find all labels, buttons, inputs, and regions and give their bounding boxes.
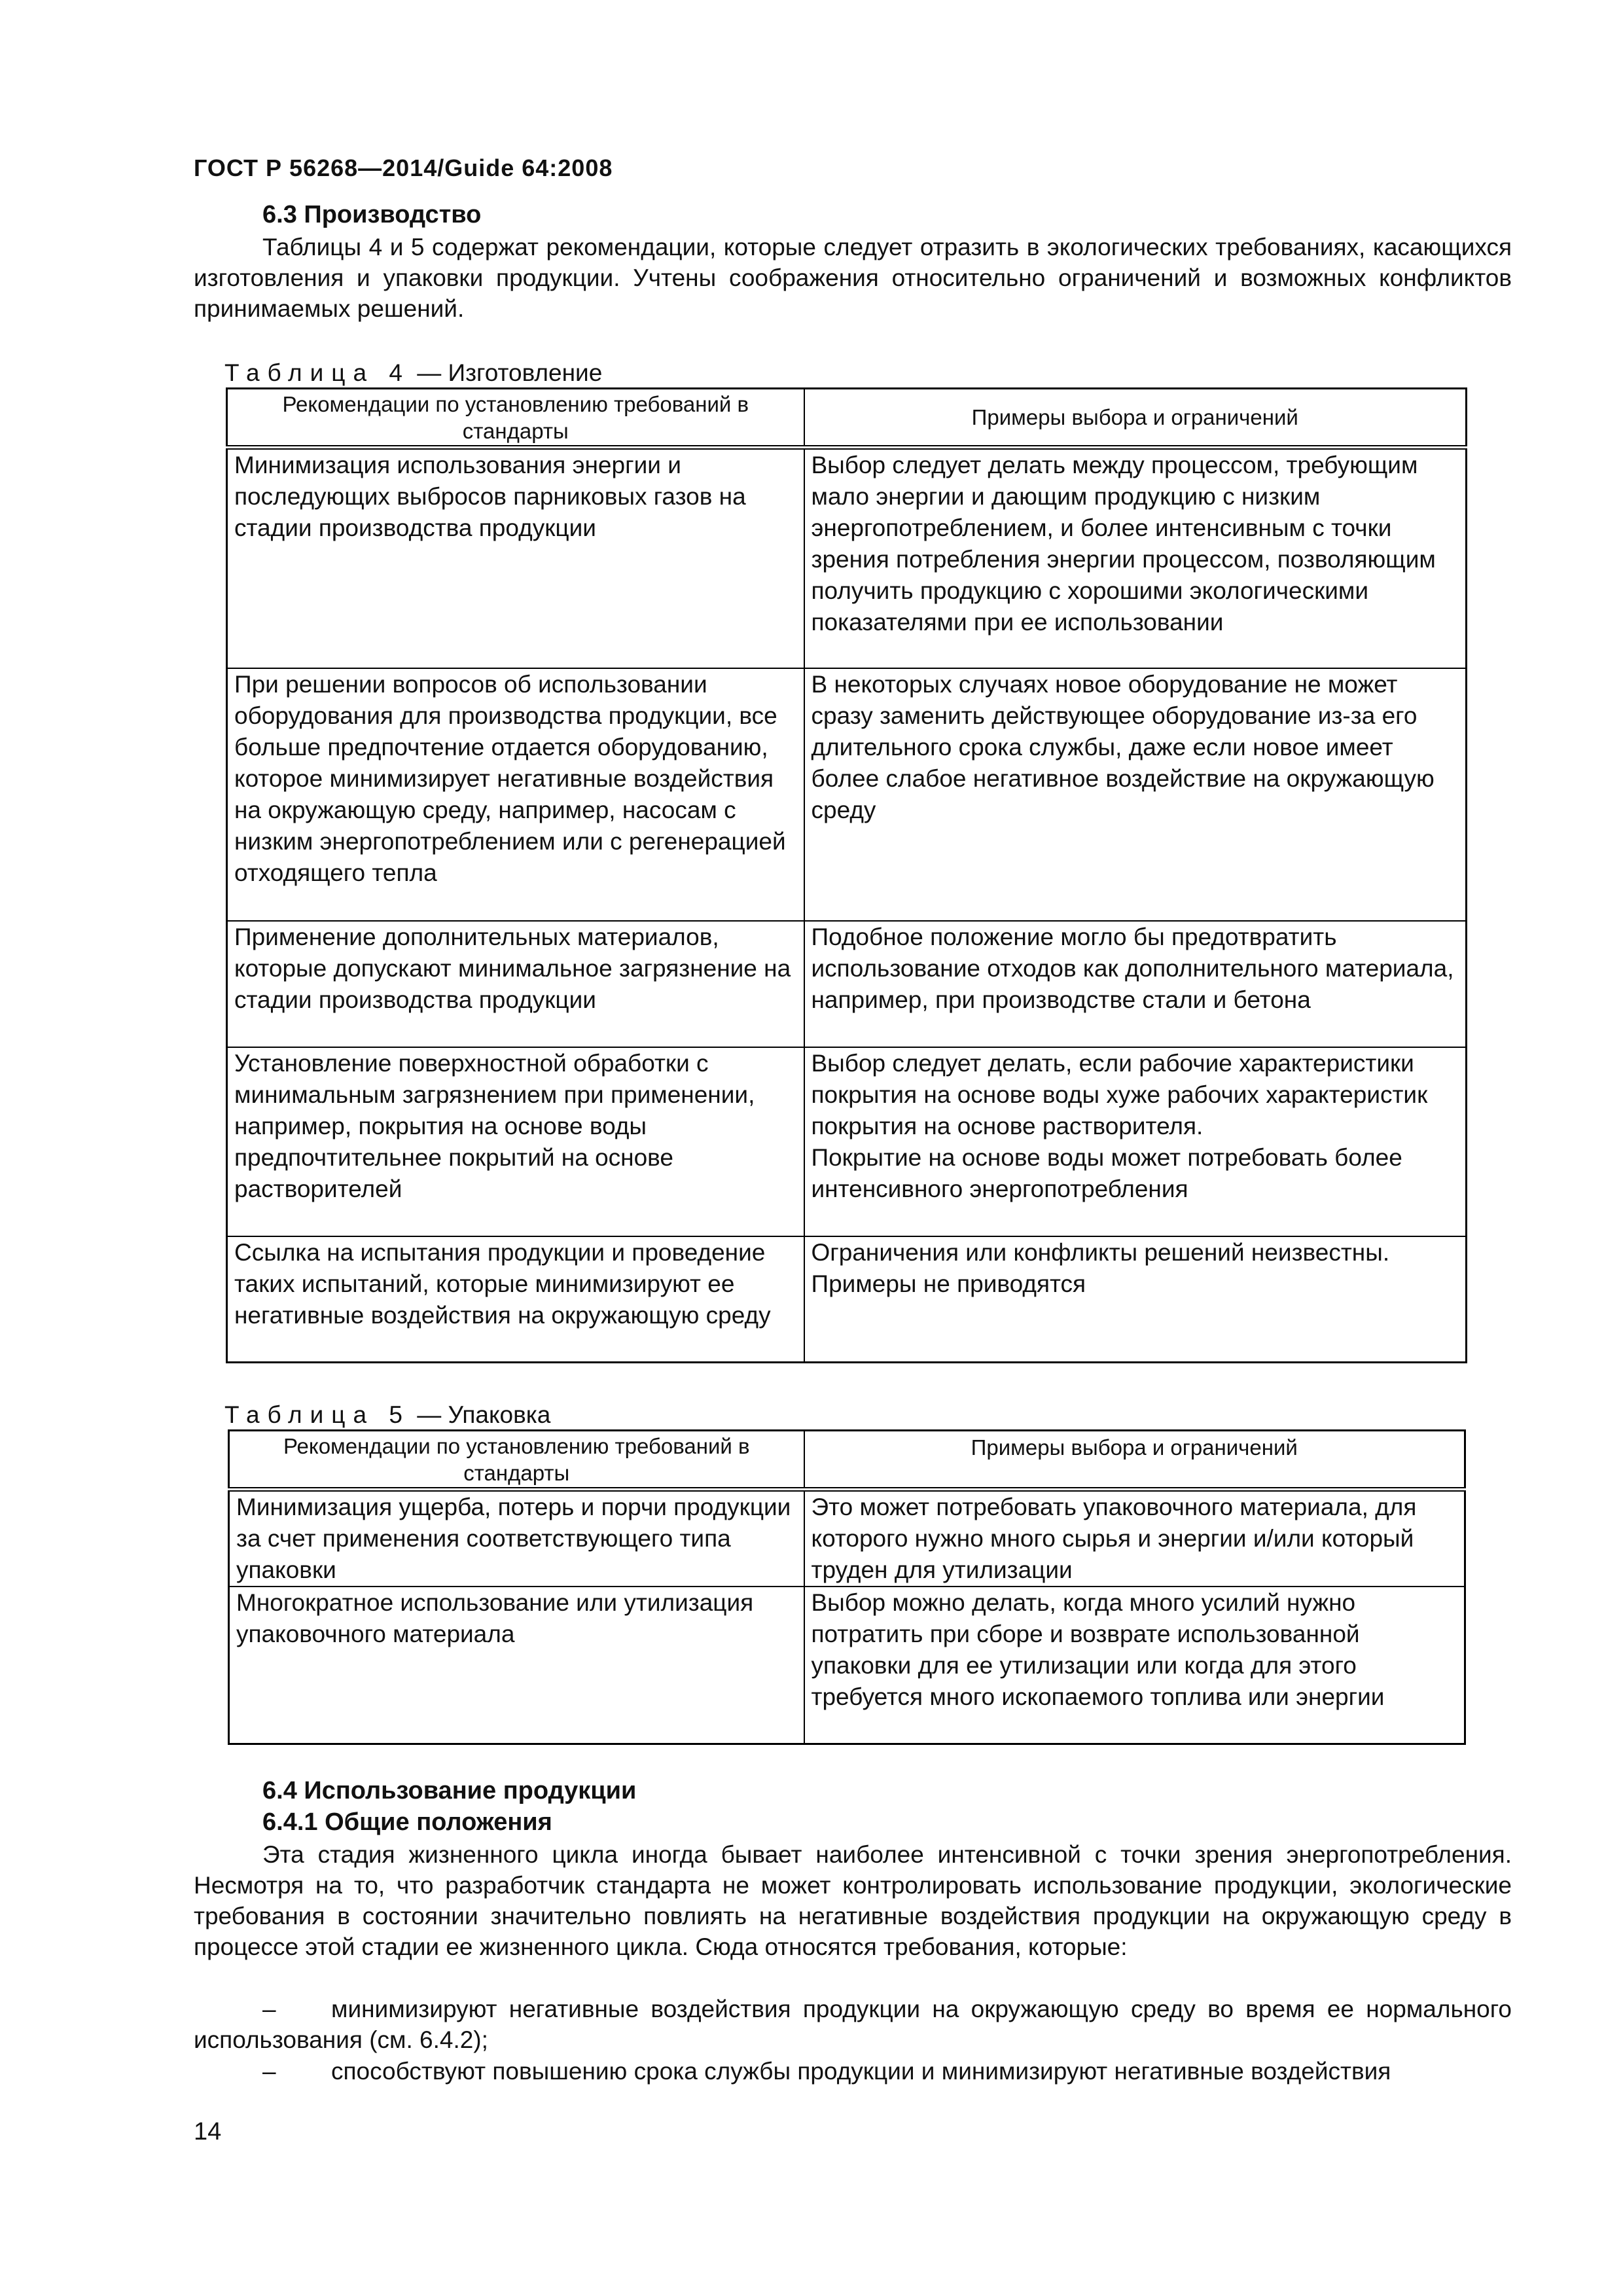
table-4-caption (224, 359, 602, 387)
table-5-header-col-2: Примеры выбора и ограничений (804, 1431, 1465, 1490)
table-4-row-3-example: Подобное положение могло бы предотвратить использование отходов как дополнительного материала, например, при производстве стали и бетона (804, 921, 1467, 1047)
table-5-row-1-example: Это может потребовать упаковочного материала, для которого нужно много сырья и энергии и/или который труден для утилизации (804, 1490, 1465, 1587)
table-4-row-3-recommendation: Применение дополнительных материалов, которые допускают минимальное загрязнение на стадии производства продукции (227, 921, 804, 1047)
document-header: ГОСТ Р 56268—2014/Guide 64:2008 (194, 154, 613, 181)
table-5-row-1-recommendation: Минимизация ущерба, потерь и порчи продукции за счет применения соответствующего типа упаковки (229, 1490, 804, 1587)
table-5-row-2-example: Выбор можно делать, когда много усилий нужно потратить при сборе и возврате использованной упаковки для ее утилизации или когда для этого требуется много ископаемого топлива или энергии (804, 1587, 1465, 1744)
table-5-label: Таблица 5 (224, 1401, 410, 1428)
section-6-4-1-title: 6.4.1 Общие положения (262, 1808, 552, 1836)
table-4-row-4-example: Выбор следует делать, если рабочие характеристики покрытия на основе воды хуже рабочих характеристик покрытия на основе растворителя. Покрытие на основе воды может потребовать более интенсивного энергопотребления (804, 1047, 1467, 1236)
section-6-4-1-paragraph: Эта стадия жизненного цикла иногда бывает наиболее интенсивной с точки зрения энергопотребления. Несмотря на то, что разработчик стандарта не может контролировать использование продукции, экологические требования в состоянии значительно повлиять на негативные воздействия продукции на окружающую среду в процессе этой стадии ее жизненного цикла. Сюда относятся требования, которые: (194, 1841, 1512, 1960)
table-5-row-2-recommendation: Многократное использование или утилизация упаковочного материала (229, 1587, 804, 1744)
section-6-3-paragraph: Таблицы 4 и 5 содержат рекомендации, которые следует отразить в экологических требованиях, касающихся изготовления и упаковки продукции. Учтены соображения относительно ограничений и возможных конфликтов принимаемых решений. (194, 234, 1512, 322)
table-4-row-1-recommendation: Минимизация использования энергии и последующих выбросов парниковых газов на стадии производства продукции (227, 448, 804, 668)
table-row (227, 1047, 1467, 1236)
table-5-title: — Упаковка (417, 1401, 551, 1428)
table-row (227, 921, 1467, 1047)
section-6-4-title: 6.4 Использование продукции (262, 1777, 637, 1804)
table-5-caption (224, 1401, 550, 1429)
list-item: – минимизируют негативные воздействия продукции на окружающую среду во время ее нормального использования (см. 6.4.2); (194, 1996, 1512, 2053)
table-5 (228, 1429, 1466, 1745)
table-4-row-2-recommendation: При решении вопросов об использовании оборудования для производства продукции, все больше предпочтение отдается оборудованию, которое минимизирует негативные воздействия на окружающую среду, например, насосам с низким энергопотреблением или с регенерацией отходящего тепла (227, 668, 804, 921)
table-4-row-1-example: Выбор следует делать между процессом, требующим мало энергии и дающим продукцию с низким энергопотреблением, и более интенсивным с точки зрения потребления энергии процессом, позволяющим получить продукцию с хорошими экологическими показателями при ее использовании (804, 448, 1467, 668)
list-item: – способствуют повышению срока службы продукции и минимизируют негативные воздействия (262, 2058, 1391, 2085)
page-number: 14 (194, 2118, 222, 2145)
table-4-header-col-2: Примеры выбора и ограничений (804, 389, 1467, 448)
table-4-row-5-example: Ограничения или конфликты решений неизвестны. Примеры не приводятся (804, 1236, 1467, 1363)
table-4-label: Таблица 4 (224, 359, 410, 386)
table-row (227, 1236, 1467, 1363)
section-6-3-title: 6.3 Производство (262, 201, 482, 228)
table-4-title: — Изготовление (417, 359, 603, 386)
table-5-header-col-1: Рекомендации по установлению требований в стандарты (229, 1431, 804, 1490)
table-4-row-2-example: В некоторых случаях новое оборудование не может сразу заменить действующее оборудование из-за его длительного срока службы, даже если новое имеет более слабое негативное воздействие на окружающую среду (804, 668, 1467, 921)
table-row (227, 668, 1467, 921)
table-4-row-5-recommendation: Ссылка на испытания продукции и проведение таких испытаний, которые минимизируют ее негативные воздействия на окружающую среду (227, 1236, 804, 1363)
table-row (227, 448, 1467, 668)
table-4 (226, 387, 1467, 1363)
table-5-header-row (229, 1431, 1465, 1490)
table-row (229, 1587, 1465, 1744)
table-4-row-4-recommendation: Установление поверхностной обработки с минимальным загрязнением при применении, например, покрытия на основе воды предпочтительнее покрытий на основе растворителей (227, 1047, 804, 1236)
table-row (229, 1490, 1465, 1587)
table-4-header-col-1: Рекомендации по установлению требований в стандарты (227, 389, 804, 448)
table-4-header-row (227, 389, 1467, 448)
